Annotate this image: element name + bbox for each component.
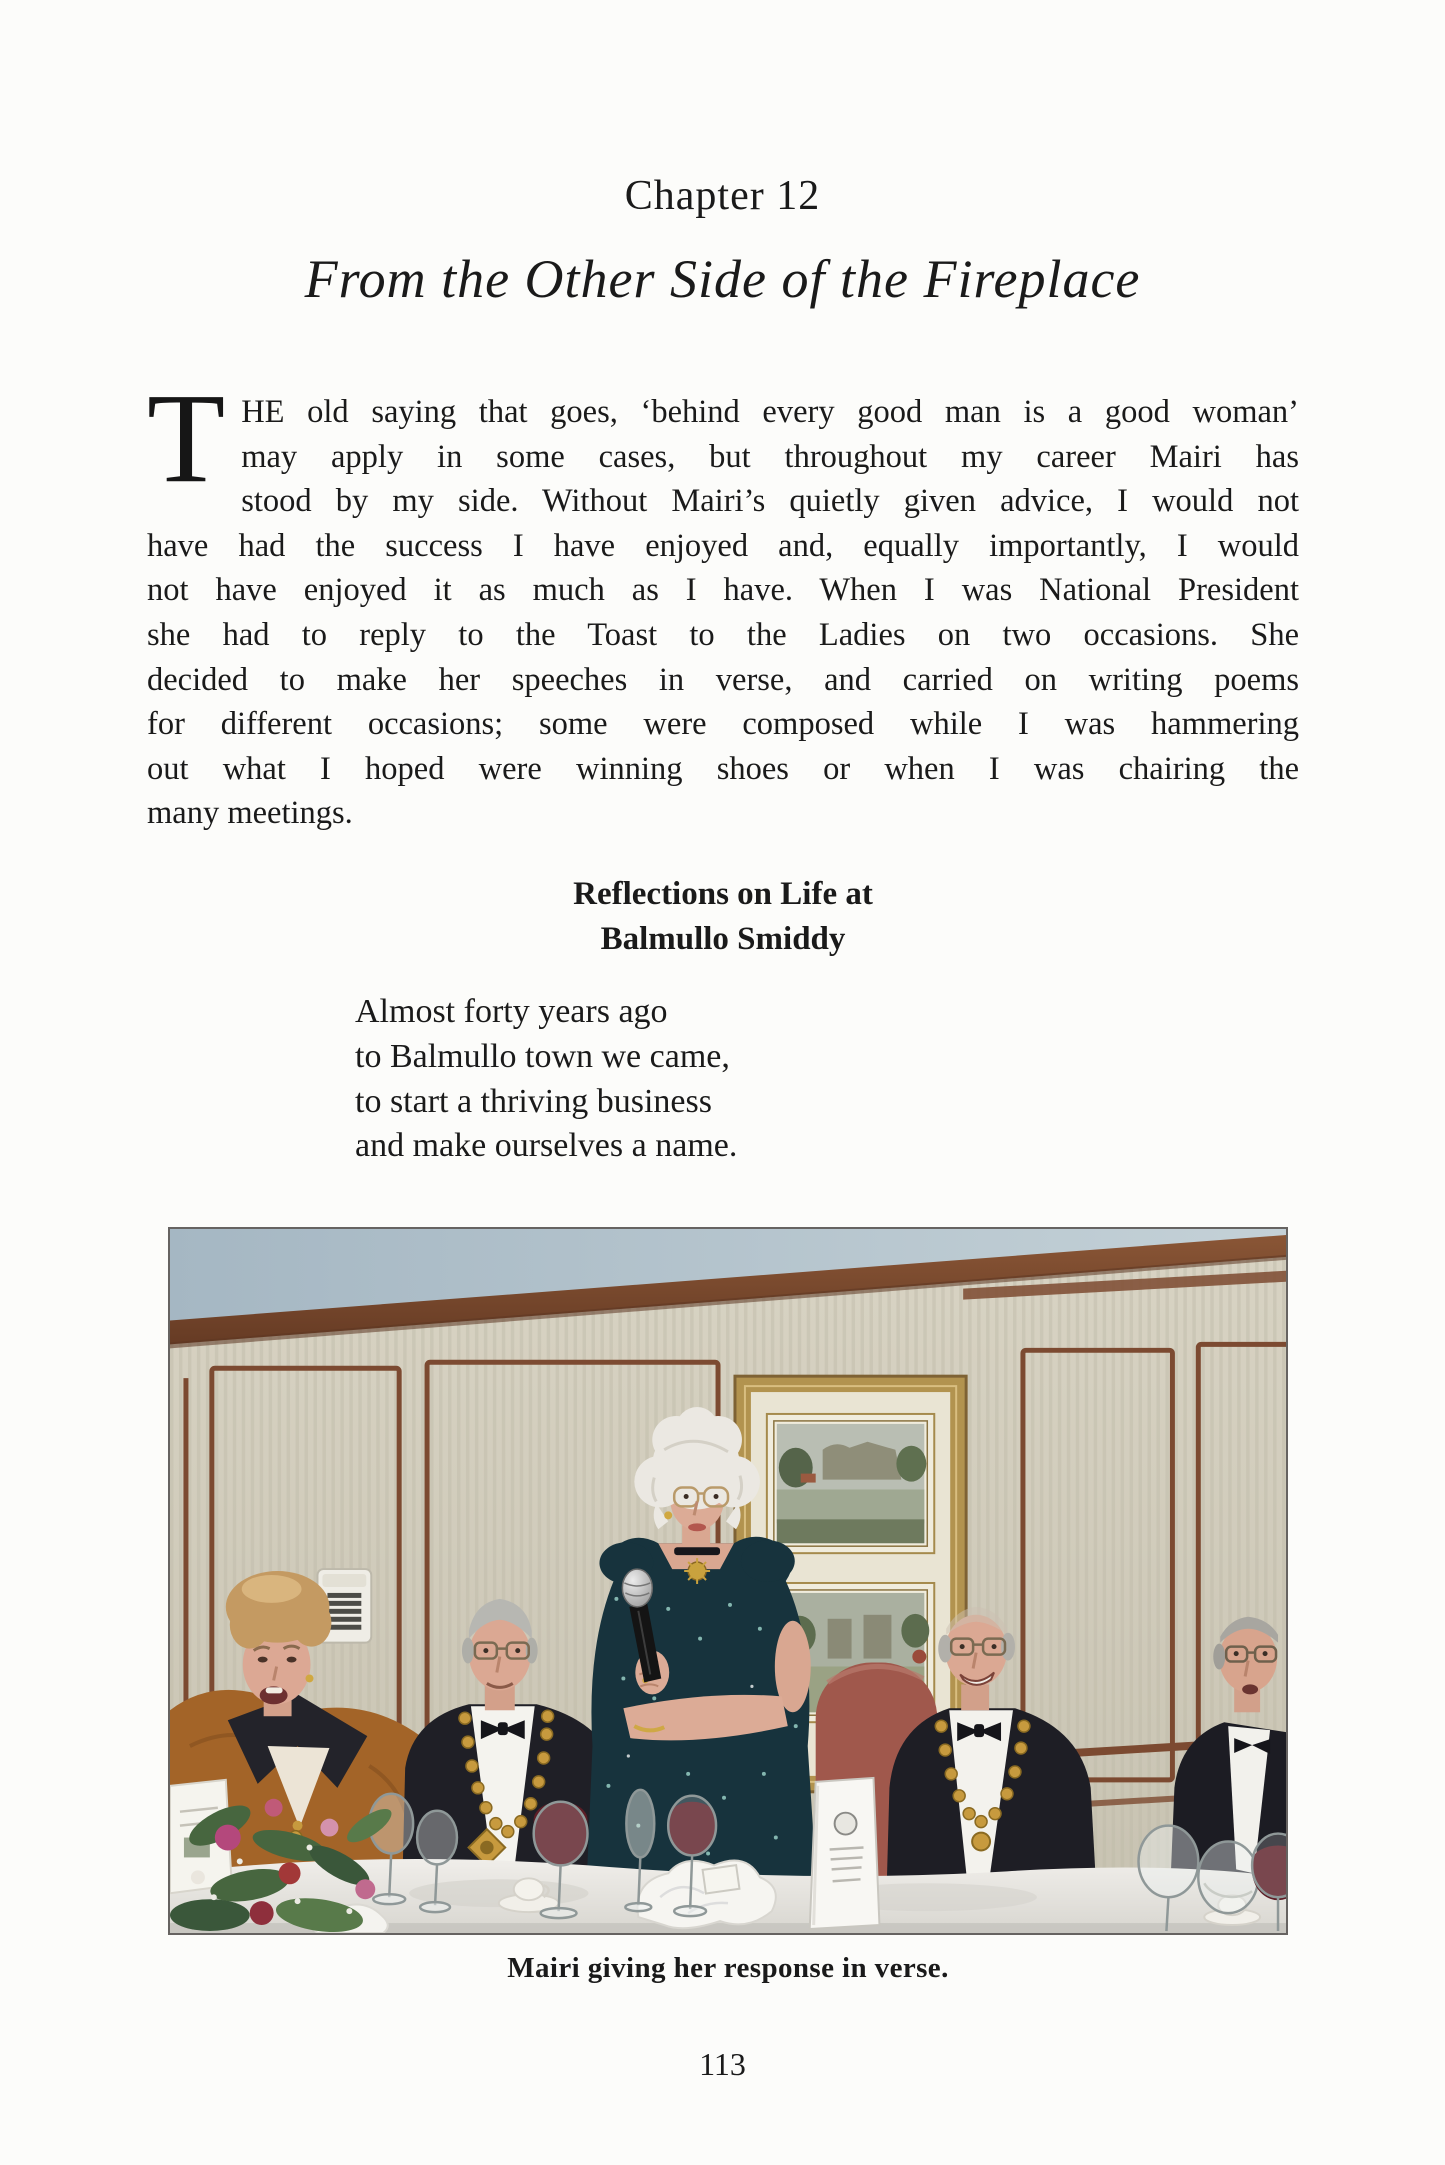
framed-print-top	[767, 1414, 934, 1553]
poem-line: and make ourselves a name.	[355, 1127, 738, 1165]
photo-caption: Mairi giving her response in verse.	[507, 1952, 949, 1984]
poem-line: to start a thriving business	[355, 1082, 712, 1120]
opening-paragraph	[147, 367, 1299, 836]
poem-heading-line: Reflections on Life at	[573, 876, 873, 912]
poem-line: to Balmullo town we came,	[355, 1037, 730, 1075]
paragraph-line: many meetings.	[147, 795, 353, 832]
paragraph-line: out what I hoped were winning shoes or when I was chairing the	[147, 750, 1299, 787]
chapter-title: From the Other Side of the Fireplace	[304, 249, 1141, 309]
paragraph-line: have had the success I have enjoyed and, equally importantly, I would	[147, 527, 1299, 564]
poem-heading-line: Balmullo Smiddy	[600, 921, 846, 957]
paragraph-line: she had to reply to the Toast to the Ladies on two occasions. She	[147, 616, 1299, 653]
drop-cap: T	[147, 367, 226, 509]
wine-glass	[1198, 1842, 1258, 1914]
paragraph-line: may apply in some cases, but throughout my career Mairi has	[241, 438, 1299, 475]
choker	[674, 1547, 720, 1555]
menu-card	[810, 1778, 880, 1929]
banquet-photo	[168, 1227, 1288, 1935]
banquet-photo-art	[170, 1229, 1286, 1933]
paragraph-line: HE old saying that goes, ‘behind every good man is a good woman’	[241, 394, 1299, 430]
poem-line: Almost forty years ago	[355, 993, 668, 1030]
paragraph-line: stood by my side. Without Mairi’s quietly given advice, I would not	[241, 483, 1299, 520]
place-card	[703, 1865, 740, 1893]
paragraph-line: not have enjoyed it as much as I have. When I was National President	[147, 572, 1299, 609]
paragraph-line: for different occasions; some were composed while I was hammering	[147, 706, 1299, 743]
poem	[355, 990, 737, 1169]
poem-heading	[147, 872, 1299, 962]
chapter-label: Chapter 12	[624, 173, 821, 219]
page-number: 113	[699, 2046, 746, 2082]
paragraph-line: decided to make her speeches in verse, and carried on writing poems	[147, 661, 1299, 698]
